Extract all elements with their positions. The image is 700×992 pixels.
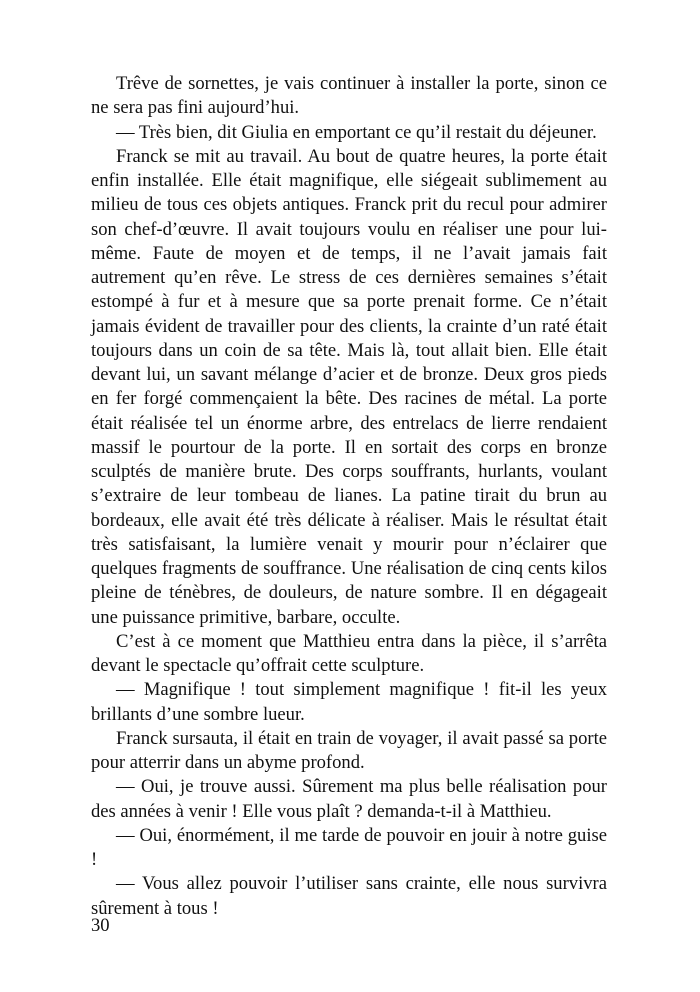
paragraph: Trêve de sornettes, je vais continuer à installer la porte, sinon ce ne sera pas fini aujourd’hui. [91, 73, 607, 119]
paragraph: — Oui, énormément, il me tarde de pouvoir en jouir à notre guise ! [91, 824, 607, 870]
paragraph: — Magnifique ! tout simplement magnifique ! fit-il les yeux brillants d’une sombre lueur. [91, 679, 607, 725]
paragraph: — Vous allez pouvoir l’utiliser sans crainte, elle nous survivra sûrement à tous ! [91, 873, 607, 919]
paragraph: C’est à ce moment que Matthieu entra dans la pièce, il s’arrêta devant le spectacle qu’offrait cette sculpture. [91, 630, 607, 676]
page-number: 30 [91, 915, 110, 936]
page-body [91, 72, 607, 921]
paragraph: Franck sursauta, il était en train de voyager, il avait passé sa porte pour atterrir dans un abyme profond. [91, 727, 607, 773]
paragraph: — Oui, je trouve aussi. Sûrement ma plus belle réalisation pour des années à venir ! Elle vous plaît ? demanda-t-il à Matthieu. [91, 776, 607, 822]
paragraph: — Très bien, dit Giulia en emportant ce qu’il restait du déjeuner. [116, 121, 597, 143]
paragraph: Franck se mit au travail. Au bout de quatre heures, la porte était enfin installée. Elle était magnifique, elle siégeait sublimement au milieu de tous ces objets antiques. Franck prit du recul pour admirer son chef-d’œuvre. Il avait toujours voulu en réaliser une pour lui-même. Faute de moyen et de temps, il ne l’avait jamais fait autrement qu’en rêve. Le stress de ces dernières semaines s’était estompé à fur et à mesure que sa porte prenait forme. Ce n’était jamais évident de travailler pour des clients, la crainte d’un raté était toujours dans un coin de sa tête. Mais là, tout allait bien. Elle était devant lui, un savant mélange d’acier et de bronze. Deux gros pieds en fer forgé commençaient la bête. Des racines de métal. La porte était réalisée tel un énorme arbre, des entrelacs de lierre rendaient massif le pourtour de la porte. Il en sortait des corps en bronze sculptés de manière brute. Des corps souffrants, hurlants, voulant s’extraire de leur tombeau de lianes. La patine tirait du brun au bordeaux, elle avait été très délicate à réaliser. Mais le résultat était très satisfaisant, la lumière venait y mourir pour n’éclairer que quelques fragments de souffrance. Une réalisation de cinq cents kilos pleine de ténèbres, de douleurs, de nature sombre. Il en dégageait une puissance primitive, barbare, occulte. [91, 145, 607, 628]
